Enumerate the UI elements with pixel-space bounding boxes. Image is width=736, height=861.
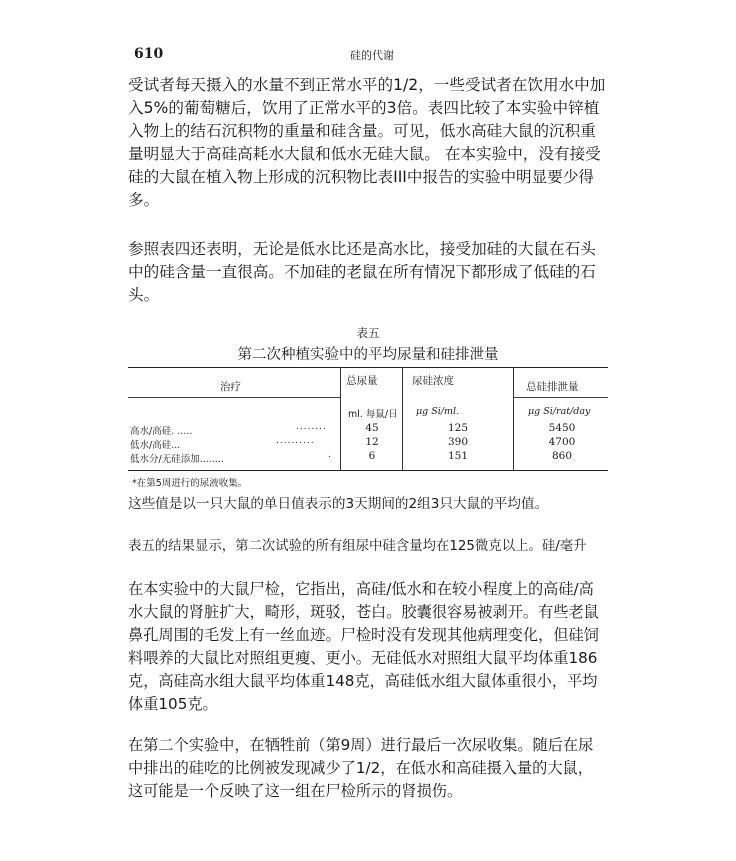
page-number: 610 bbox=[134, 46, 164, 62]
column-header-urine-si: 尿硅浓度 bbox=[412, 375, 454, 387]
leader-dots: . bbox=[328, 450, 332, 460]
header-rule bbox=[513, 397, 608, 398]
table-footnote: *在第5周进行的尿液收集。 bbox=[132, 478, 248, 489]
table-5 bbox=[128, 323, 608, 491]
row-label: 低水/高硅... bbox=[130, 440, 181, 451]
table-title: 第二次种植实验中的平均尿量和硅排泄量 bbox=[237, 347, 499, 363]
column-header-treatment: 治疗 bbox=[220, 381, 241, 393]
table-label: 表五 bbox=[356, 326, 380, 340]
table-cell: 5450 bbox=[548, 422, 576, 434]
paragraph-1: 受试者每天摄入的水量不到正常水平的1/2，一些受试者在饮用水中加入5%的葡萄糖后，饮用了正常水平的3倍。表四比较了本实验中锌植入物上的结石沉积物的重量和硅含量。可见，低水高硅大鼠的沉积重量明显大于高硅高耗水大鼠和低水无硅大鼠。 在本实验中，没有接受硅的大鼠在植入物上形成的沉积物比表III中报告的实验中明显要少得多。 bbox=[128, 76, 606, 209]
unit-si-excretion: μg Si/rat/day bbox=[528, 406, 591, 417]
unit-urine-volume: ml. 每鼠/日 bbox=[348, 409, 398, 420]
table-column-divider bbox=[513, 367, 514, 470]
leader-dots: ........ bbox=[296, 422, 327, 432]
table-cell: 4700 bbox=[548, 436, 576, 448]
running-title: 硅的代谢 bbox=[350, 49, 394, 62]
table-cell: 125 bbox=[447, 422, 469, 434]
leader-dots: .......... bbox=[276, 436, 315, 446]
unit-urine-si: μg Si/ml. bbox=[416, 406, 460, 417]
table-cell: 390 bbox=[447, 436, 469, 448]
paragraph-5: 在第二个实验中，在牺牲前（第9周）进行最后一次尿收集。随后在尿中排出的硅吃的比例被发现减少了1/2，在低水和高硅摄入量的大鼠，这可能是一个反映了这一组在尸检所示的肾损伤。 bbox=[128, 736, 594, 800]
column-header-si-excretion: 总硅排泄量 bbox=[526, 381, 579, 393]
page-header bbox=[134, 46, 614, 66]
table-cell: 45 bbox=[365, 422, 379, 434]
table-top-rule bbox=[128, 367, 608, 368]
paragraph-4: 在本实验中的大鼠尸检，它指出，高硅/低水和在较小程度上的高硅/高水大鼠的肾脏扩大，畸形，斑驳，苍白。胶囊很容易被剥开。有些老鼠鼻孔周围的毛发上有一丝血迹。尸检时没有发现其他病理变化，但硅饲料喂养的大鼠比对照组更瘦、更小。无硅低水对照组大鼠平均体重186克，高硅高水组大鼠平均体重148克，高硅低水组大鼠体重很小，平均体重105克。 bbox=[128, 580, 599, 713]
table-cell: 6 bbox=[368, 450, 376, 462]
header-rule bbox=[128, 397, 340, 398]
column-header-urine-volume: 总尿量 bbox=[346, 375, 378, 387]
table-cell: 860 bbox=[551, 450, 573, 462]
table-cell: 151 bbox=[447, 450, 469, 462]
paragraph-2: 参照表四还表明，无论是低水比还是高水比，接受加硅的大鼠在石头中的硅含量一直很高。不加硅的老鼠在所有情况下都形成了低硅的石头。 bbox=[128, 240, 596, 304]
table-column-divider bbox=[340, 367, 341, 470]
table-column-divider bbox=[402, 367, 403, 470]
table-cell: 12 bbox=[365, 436, 379, 448]
row-label: 高水/高硅. ..... bbox=[130, 426, 193, 437]
table-note: 这些值是以一只大鼠的单日值表示的3天期间的2组3只大鼠的平均值。 bbox=[128, 496, 549, 512]
row-label: 低水分/无硅添加........ bbox=[130, 454, 224, 465]
paragraph-3: 表五的结果显示，第二次试验的所有组尿中硅含量均在125微克以上。硅/毫升 bbox=[128, 539, 587, 554]
table-bottom-rule bbox=[128, 470, 608, 471]
